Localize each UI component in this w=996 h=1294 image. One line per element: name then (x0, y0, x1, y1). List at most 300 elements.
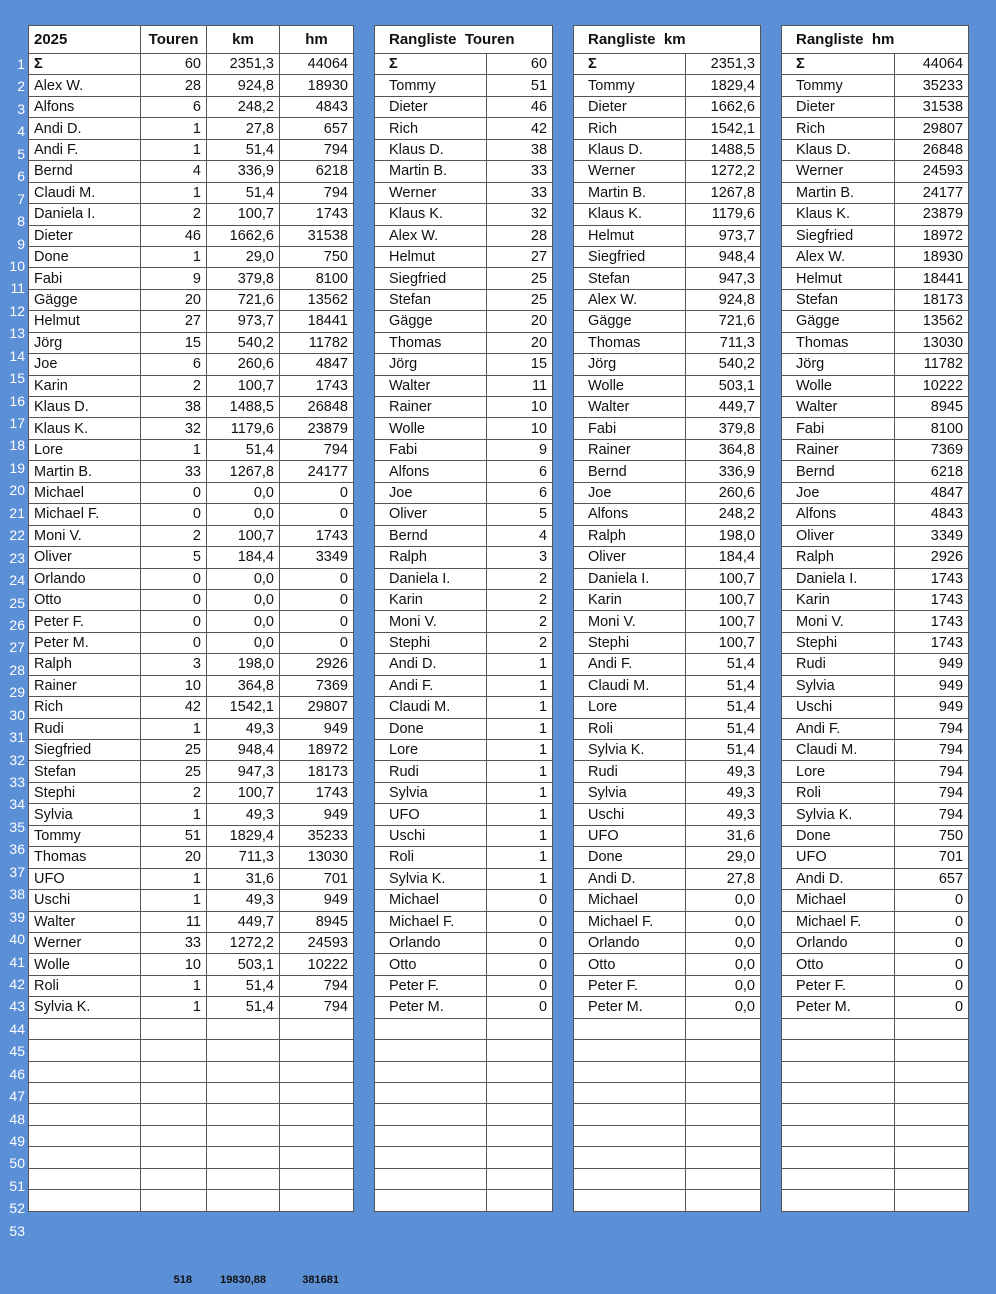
touren-cell: 5 (141, 547, 207, 568)
hm-cell: 701 (280, 868, 354, 889)
table-row (29, 911, 354, 932)
hm-cell: 35233 (280, 825, 354, 846)
km-cell: 948,4 (207, 740, 280, 761)
value-cell: 973,7 (686, 225, 761, 246)
hm-cell: 1743 (280, 782, 354, 803)
table-row (29, 975, 354, 996)
table-row (574, 997, 761, 1018)
name-cell: Rudi (574, 761, 686, 782)
table-row (29, 825, 354, 846)
table-row (574, 654, 761, 675)
km-cell: 336,9 (207, 161, 280, 182)
value-cell: 0 (487, 932, 553, 953)
km-cell (207, 1168, 280, 1189)
name-cell (782, 1061, 895, 1082)
table-row (782, 118, 969, 139)
name-cell: Sylvia (375, 782, 487, 803)
year-header: 2025 (29, 26, 141, 54)
value-cell: 18173 (895, 289, 969, 310)
table-row (574, 461, 761, 482)
value-cell: 42 (487, 118, 553, 139)
name-cell: Claudi M. (375, 697, 487, 718)
hm-cell: 8100 (280, 268, 354, 289)
table-row (29, 718, 354, 739)
table-row (574, 890, 761, 911)
name-cell: Gägge (375, 311, 487, 332)
name-cell (29, 1061, 141, 1082)
value-cell: 794 (895, 782, 969, 803)
row-number: 40 (9, 931, 25, 948)
name-cell: Otto (29, 589, 141, 610)
name-cell (782, 1018, 895, 1039)
hm-cell: 0 (280, 504, 354, 525)
name-cell: Jörg (574, 354, 686, 375)
value-cell: 0,0 (686, 932, 761, 953)
km-cell: 973,7 (207, 311, 280, 332)
row-number: 14 (9, 347, 25, 364)
name-cell: Peter F. (375, 975, 487, 996)
value-cell: 46 (487, 96, 553, 117)
value-cell: 1 (487, 697, 553, 718)
touren-cell: 3 (141, 654, 207, 675)
table-row (375, 697, 553, 718)
table-row (782, 525, 969, 546)
row-number: 45 (9, 1043, 25, 1060)
value-cell: 25 (487, 289, 553, 310)
table-row (375, 1190, 553, 1211)
table-row (782, 182, 969, 203)
row-number: 28 (9, 661, 25, 678)
table-row (375, 75, 553, 96)
table-row (574, 139, 761, 160)
value-cell (487, 1104, 553, 1125)
footer-km-total: 19830,88 (220, 1274, 266, 1286)
value-cell: 51,4 (686, 697, 761, 718)
name-cell: Stephi (574, 632, 686, 653)
name-cell: Andi F. (29, 139, 141, 160)
value-cell: 51 (487, 75, 553, 96)
value-cell: 1 (487, 825, 553, 846)
value-cell: 25 (487, 268, 553, 289)
value-cell: 1743 (895, 632, 969, 653)
table-row (782, 611, 969, 632)
name-cell: Rudi (375, 761, 487, 782)
value-cell: 1 (487, 782, 553, 803)
value-cell: 260,6 (686, 482, 761, 503)
value-cell: 7369 (895, 439, 969, 460)
table-row (375, 482, 553, 503)
km-cell: 198,0 (207, 654, 280, 675)
name-cell: Andi D. (375, 654, 487, 675)
table-row (782, 1147, 969, 1168)
name-cell: Peter F. (574, 975, 686, 996)
row-number: 8 (17, 213, 25, 230)
name-cell: Michael (29, 482, 141, 503)
touren-cell: 1 (141, 997, 207, 1018)
table-row (375, 204, 553, 225)
km-cell (207, 1040, 280, 1061)
name-cell: Bernd (29, 161, 141, 182)
name-cell: Jörg (29, 332, 141, 353)
hm-cell: 18930 (280, 75, 354, 96)
name-cell: Fabi (782, 418, 895, 439)
table-row (782, 932, 969, 953)
name-cell (375, 1190, 487, 1211)
value-cell (895, 1104, 969, 1125)
table-row (375, 804, 553, 825)
km-cell (207, 1147, 280, 1168)
ranking-hm-title: Rangliste hm (782, 26, 969, 54)
km-cell: 51,4 (207, 139, 280, 160)
name-cell: Klaus K. (782, 204, 895, 225)
km-cell: 100,7 (207, 525, 280, 546)
table-row (375, 568, 553, 589)
table-row (29, 1083, 354, 1104)
row-number: 29 (9, 684, 25, 701)
value-cell: 1 (487, 718, 553, 739)
name-cell: Peter M. (375, 997, 487, 1018)
row-number: 30 (9, 706, 25, 723)
touren-cell: 0 (141, 568, 207, 589)
touren-cell: 42 (141, 697, 207, 718)
name-cell: Helmut (29, 311, 141, 332)
name-cell: Siegfried (574, 246, 686, 267)
table-row (375, 997, 553, 1018)
hm-cell (280, 1083, 354, 1104)
table-row (782, 825, 969, 846)
km-cell: 1179,6 (207, 418, 280, 439)
name-cell: Siegfried (782, 225, 895, 246)
touren-cell: 15 (141, 332, 207, 353)
name-cell: Bernd (375, 525, 487, 546)
value-cell (686, 1104, 761, 1125)
table-row (782, 332, 969, 353)
table-row (29, 482, 354, 503)
name-cell: Fabi (29, 268, 141, 289)
table-row (375, 225, 553, 246)
hm-cell: 794 (280, 975, 354, 996)
value-cell: 248,2 (686, 504, 761, 525)
hm-cell: 949 (280, 804, 354, 825)
touren-cell (141, 1083, 207, 1104)
name-cell: Rainer (782, 439, 895, 460)
name-cell: Oliver (574, 547, 686, 568)
value-cell: 29807 (895, 118, 969, 139)
table-row (29, 547, 354, 568)
table-row (574, 504, 761, 525)
name-cell: Gägge (29, 289, 141, 310)
value-cell: 701 (895, 847, 969, 868)
touren-cell: 33 (141, 461, 207, 482)
name-cell: Stefan (782, 289, 895, 310)
row-number-column (0, 53, 26, 1242)
value-cell: 1 (487, 804, 553, 825)
table-row (782, 847, 969, 868)
km-cell: 947,3 (207, 761, 280, 782)
touren-cell (141, 1190, 207, 1211)
ranking-touren-title: Rangliste Touren (375, 26, 553, 54)
name-cell: Uschi (375, 825, 487, 846)
value-cell (895, 1061, 969, 1082)
value-cell: 1179,6 (686, 204, 761, 225)
name-cell (782, 1125, 895, 1146)
name-cell: Joe (782, 482, 895, 503)
value-cell (487, 1083, 553, 1104)
name-cell: Bernd (782, 461, 895, 482)
table-row (375, 118, 553, 139)
name-cell: Sylvia (782, 675, 895, 696)
value-cell: 0 (487, 997, 553, 1018)
table-row (574, 804, 761, 825)
km-cell: 260,6 (207, 354, 280, 375)
table-row (375, 675, 553, 696)
table-row (782, 1018, 969, 1039)
km-cell: 31,6 (207, 868, 280, 889)
value-cell: 8100 (895, 418, 969, 439)
hm-cell: 23879 (280, 418, 354, 439)
value-cell: 10 (487, 397, 553, 418)
name-cell: Helmut (375, 246, 487, 267)
hm-cell: 0 (280, 611, 354, 632)
table-row (574, 75, 761, 96)
table-row (375, 311, 553, 332)
hm-cell: 794 (280, 997, 354, 1018)
table-row (375, 354, 553, 375)
table-row (375, 782, 553, 803)
km-cell: 100,7 (207, 782, 280, 803)
value-cell: 100,7 (686, 632, 761, 653)
hm-cell: 18972 (280, 740, 354, 761)
value-cell: 1 (487, 847, 553, 868)
name-cell: Karin (375, 589, 487, 610)
value-cell (895, 1018, 969, 1039)
name-cell: Alfons (375, 461, 487, 482)
table-row (782, 268, 969, 289)
name-cell: Karin (574, 589, 686, 610)
hm-cell (280, 1040, 354, 1061)
name-cell (375, 1168, 487, 1189)
table-row (29, 204, 354, 225)
hm-cell: 949 (280, 718, 354, 739)
table-row (375, 375, 553, 396)
ranking-km-sum: 2351,3 (686, 54, 761, 75)
value-cell: 1488,5 (686, 139, 761, 160)
table-row (782, 761, 969, 782)
name-cell: Siegfried (375, 268, 487, 289)
row-number: 38 (9, 886, 25, 903)
row-number: 25 (9, 594, 25, 611)
table-row (29, 568, 354, 589)
value-cell: 49,3 (686, 782, 761, 803)
name-cell: Andi D. (29, 118, 141, 139)
km-cell: 100,7 (207, 375, 280, 396)
value-cell: 2 (487, 568, 553, 589)
table-row (782, 161, 969, 182)
km-cell: 540,2 (207, 332, 280, 353)
name-cell: Andi F. (782, 718, 895, 739)
table-row (375, 525, 553, 546)
table-row (782, 311, 969, 332)
table-row (375, 547, 553, 568)
table-row (782, 740, 969, 761)
table-row (574, 1040, 761, 1061)
ranking-touren-sum-row (375, 54, 553, 75)
value-cell (487, 1125, 553, 1146)
row-number: 26 (9, 616, 25, 633)
touren-cell: 1 (141, 246, 207, 267)
name-cell: Joe (574, 482, 686, 503)
table-row (29, 932, 354, 953)
ranking-hm-table (781, 25, 969, 1212)
touren-cell (141, 1125, 207, 1146)
name-cell: Michael F. (574, 911, 686, 932)
name-cell: Stephi (782, 632, 895, 653)
value-cell: 0,0 (686, 890, 761, 911)
table-row (375, 439, 553, 460)
table-row (375, 289, 553, 310)
table-row (782, 204, 969, 225)
table-row (375, 418, 553, 439)
name-cell: Otto (574, 954, 686, 975)
name-cell: Thomas (782, 332, 895, 353)
value-cell: 10222 (895, 375, 969, 396)
value-cell: 11 (487, 375, 553, 396)
table-row (375, 332, 553, 353)
row-number: 47 (9, 1088, 25, 1105)
value-cell: 35233 (895, 75, 969, 96)
value-cell: 949 (895, 675, 969, 696)
table-row (574, 975, 761, 996)
table-row (29, 890, 354, 911)
value-cell: 0 (487, 954, 553, 975)
km-cell: 29,0 (207, 246, 280, 267)
table-row (574, 1104, 761, 1125)
value-cell: 949 (895, 654, 969, 675)
value-cell: 2926 (895, 547, 969, 568)
table-row (29, 246, 354, 267)
name-cell: Bernd (574, 461, 686, 482)
ranking-km-header-row (574, 26, 761, 54)
name-cell: Ralph (574, 525, 686, 546)
value-cell: 0,0 (686, 911, 761, 932)
table-row (574, 204, 761, 225)
value-cell (686, 1061, 761, 1082)
name-cell: Oliver (782, 525, 895, 546)
touren-cell: 1 (141, 975, 207, 996)
table-row (574, 161, 761, 182)
value-cell (895, 1190, 969, 1211)
name-cell: Michael (782, 890, 895, 911)
name-cell: Peter M. (782, 997, 895, 1018)
table-row (29, 182, 354, 203)
table-row (29, 118, 354, 139)
table-row (782, 890, 969, 911)
value-cell: 3349 (895, 525, 969, 546)
km-cell (207, 1190, 280, 1211)
sum-symbol: Σ (375, 54, 487, 75)
table-row (375, 1083, 553, 1104)
table-row (29, 354, 354, 375)
table-row (782, 439, 969, 460)
name-cell: UFO (29, 868, 141, 889)
value-cell: 32 (487, 204, 553, 225)
row-number: 20 (9, 482, 25, 499)
sum-hm: 44064 (280, 54, 354, 75)
value-cell: 364,8 (686, 439, 761, 460)
hm-cell: 29807 (280, 697, 354, 718)
name-cell: Ralph (29, 654, 141, 675)
name-cell: Helmut (574, 225, 686, 246)
value-cell: 24593 (895, 161, 969, 182)
km-cell: 0,0 (207, 504, 280, 525)
table-row (375, 1104, 553, 1125)
table-row (782, 397, 969, 418)
touren-cell: 1 (141, 718, 207, 739)
touren-header: Touren (141, 26, 207, 54)
table-row (782, 654, 969, 675)
name-cell: Werner (574, 161, 686, 182)
value-cell: 3 (487, 547, 553, 568)
name-cell: Rich (29, 697, 141, 718)
name-cell: Wolle (782, 375, 895, 396)
table-row (574, 782, 761, 803)
row-number: 1 (17, 56, 25, 72)
name-cell: Alex W. (782, 246, 895, 267)
name-cell: Michael F. (29, 504, 141, 525)
touren-cell: 25 (141, 740, 207, 761)
km-cell: 49,3 (207, 890, 280, 911)
touren-cell (141, 1040, 207, 1061)
table-row (782, 804, 969, 825)
table-row (375, 246, 553, 267)
table-row (29, 697, 354, 718)
name-cell: Daniela I. (782, 568, 895, 589)
km-cell: 0,0 (207, 589, 280, 610)
table-row (29, 761, 354, 782)
name-cell: Uschi (782, 697, 895, 718)
value-cell: 51,4 (686, 740, 761, 761)
table-row (782, 1104, 969, 1125)
name-cell: Rudi (29, 718, 141, 739)
table-row (574, 439, 761, 460)
table-row (375, 96, 553, 117)
table-row (782, 139, 969, 160)
name-cell: Klaus D. (29, 397, 141, 418)
table-row (782, 568, 969, 589)
name-cell: Lore (574, 697, 686, 718)
table-row (29, 439, 354, 460)
name-cell: Wolle (29, 954, 141, 975)
hm-cell: 10222 (280, 954, 354, 975)
value-cell: 336,9 (686, 461, 761, 482)
table-row (574, 182, 761, 203)
value-cell: 31538 (895, 96, 969, 117)
row-number: 32 (9, 751, 25, 768)
value-cell: 1272,2 (686, 161, 761, 182)
name-cell (29, 1040, 141, 1061)
value-cell: 6 (487, 482, 553, 503)
table-row (574, 397, 761, 418)
name-cell (29, 1168, 141, 1189)
table-row (29, 1018, 354, 1039)
name-cell: Roli (29, 975, 141, 996)
value-cell: 794 (895, 718, 969, 739)
touren-cell: 0 (141, 504, 207, 525)
name-cell: Sylvia K. (574, 740, 686, 761)
name-cell: UFO (375, 804, 487, 825)
table-row (782, 911, 969, 932)
value-cell: 6 (487, 461, 553, 482)
